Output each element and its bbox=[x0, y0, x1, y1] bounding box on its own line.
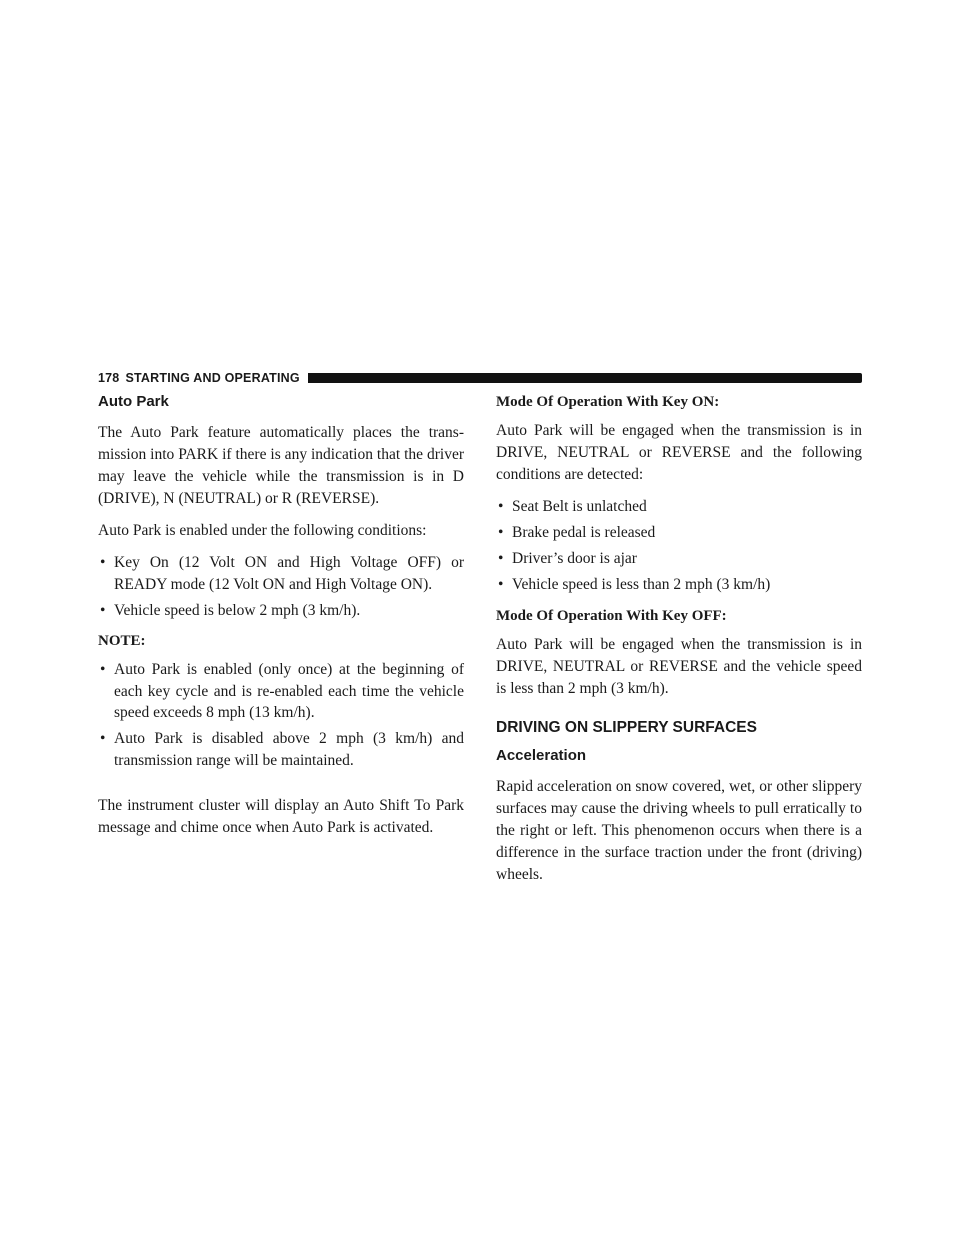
list-item: • Driver’s door is ajar bbox=[496, 548, 862, 570]
key-off-paragraph: Auto Park will be engaged when the transmission is in DRIVE, NEUTRAL or REVERSE and the vehicle speed is less than 2 mph (3 km/h). bbox=[496, 635, 862, 697]
page-header bbox=[98, 370, 862, 386]
key-on-conditions-list bbox=[496, 496, 862, 596]
bullet-icon: • bbox=[498, 576, 504, 593]
list-item: • Auto Park is disabled above 2 mph (3 km/h) and transmission range will be maintained. bbox=[100, 730, 464, 769]
list-item: • Vehicle speed is below 2 mph (3 km/h). bbox=[98, 600, 464, 622]
bullet-icon: • bbox=[498, 550, 504, 567]
bullet-icon: • bbox=[100, 554, 106, 571]
list-item: • Brake pedal is released bbox=[496, 522, 862, 544]
acceleration-heading: Acceleration bbox=[496, 746, 587, 764]
section-title: STARTING AND OPERATING bbox=[125, 371, 300, 385]
list-item: • Seat Belt is unlatched bbox=[496, 496, 862, 518]
key-on-paragraph: Auto Park will be engaged when the transmission is in DRIVE, NEUTRAL or REVERSE and the following conditions are detected: bbox=[496, 422, 862, 483]
bullet-icon: • bbox=[498, 524, 504, 541]
acceleration-paragraph: Rapid acceleration on snow covered, wet, or other slippery surfaces may cause the driving wheels to pull erratically to the right or left. This phenomenon occurs when there is a difference in the surface traction under the front (driving) wheels. bbox=[496, 777, 862, 883]
spacer bbox=[98, 781, 464, 795]
list-item: • Key On (12 Volt ON and High Voltage OFF) or READY mode (12 Volt ON and High Voltage ON). bbox=[100, 554, 464, 593]
header-rule bbox=[308, 373, 862, 383]
left-column bbox=[98, 392, 464, 849]
bullet-icon: • bbox=[498, 498, 504, 515]
key-off-heading: Mode Of Operation With Key OFF: bbox=[496, 607, 727, 624]
right-column bbox=[496, 392, 862, 896]
note-label: NOTE: bbox=[98, 633, 146, 649]
bullet-icon: • bbox=[100, 730, 106, 747]
bullet-icon: • bbox=[100, 601, 106, 619]
key-on-heading: Mode Of Operation With Key ON: bbox=[496, 394, 720, 410]
enabled-conditions-lead: Auto Park is enabled under the following conditions: bbox=[98, 522, 427, 539]
page-number: 178 bbox=[98, 371, 120, 385]
auto-park-heading: Auto Park bbox=[98, 393, 169, 410]
instrument-cluster-paragraph: The instrument cluster will display an Auto Shift To Park message and chime once when Auto Park is activated. bbox=[98, 797, 464, 836]
auto-park-intro: The Auto Park feature automatically places the trans-mission into PARK if there is any indication that the driver may leave the vehicle while the transmission is in D (DRIVE), N (NEUTRAL) or R (REVERSE). bbox=[98, 424, 464, 507]
slippery-surfaces-heading: DRIVING ON SLIPPERY SURFACES bbox=[496, 718, 757, 736]
note-list bbox=[98, 659, 464, 771]
enabled-conditions-list bbox=[98, 552, 464, 621]
list-item: • Auto Park is enabled (only once) at the beginning of each key cycle and is re-enabled each time the vehicle speed exceeds 8 mph (13 km/h). bbox=[100, 661, 464, 721]
list-item: • Vehicle speed is less than 2 mph (3 km/h) bbox=[496, 574, 862, 596]
bullet-icon: • bbox=[100, 661, 106, 678]
